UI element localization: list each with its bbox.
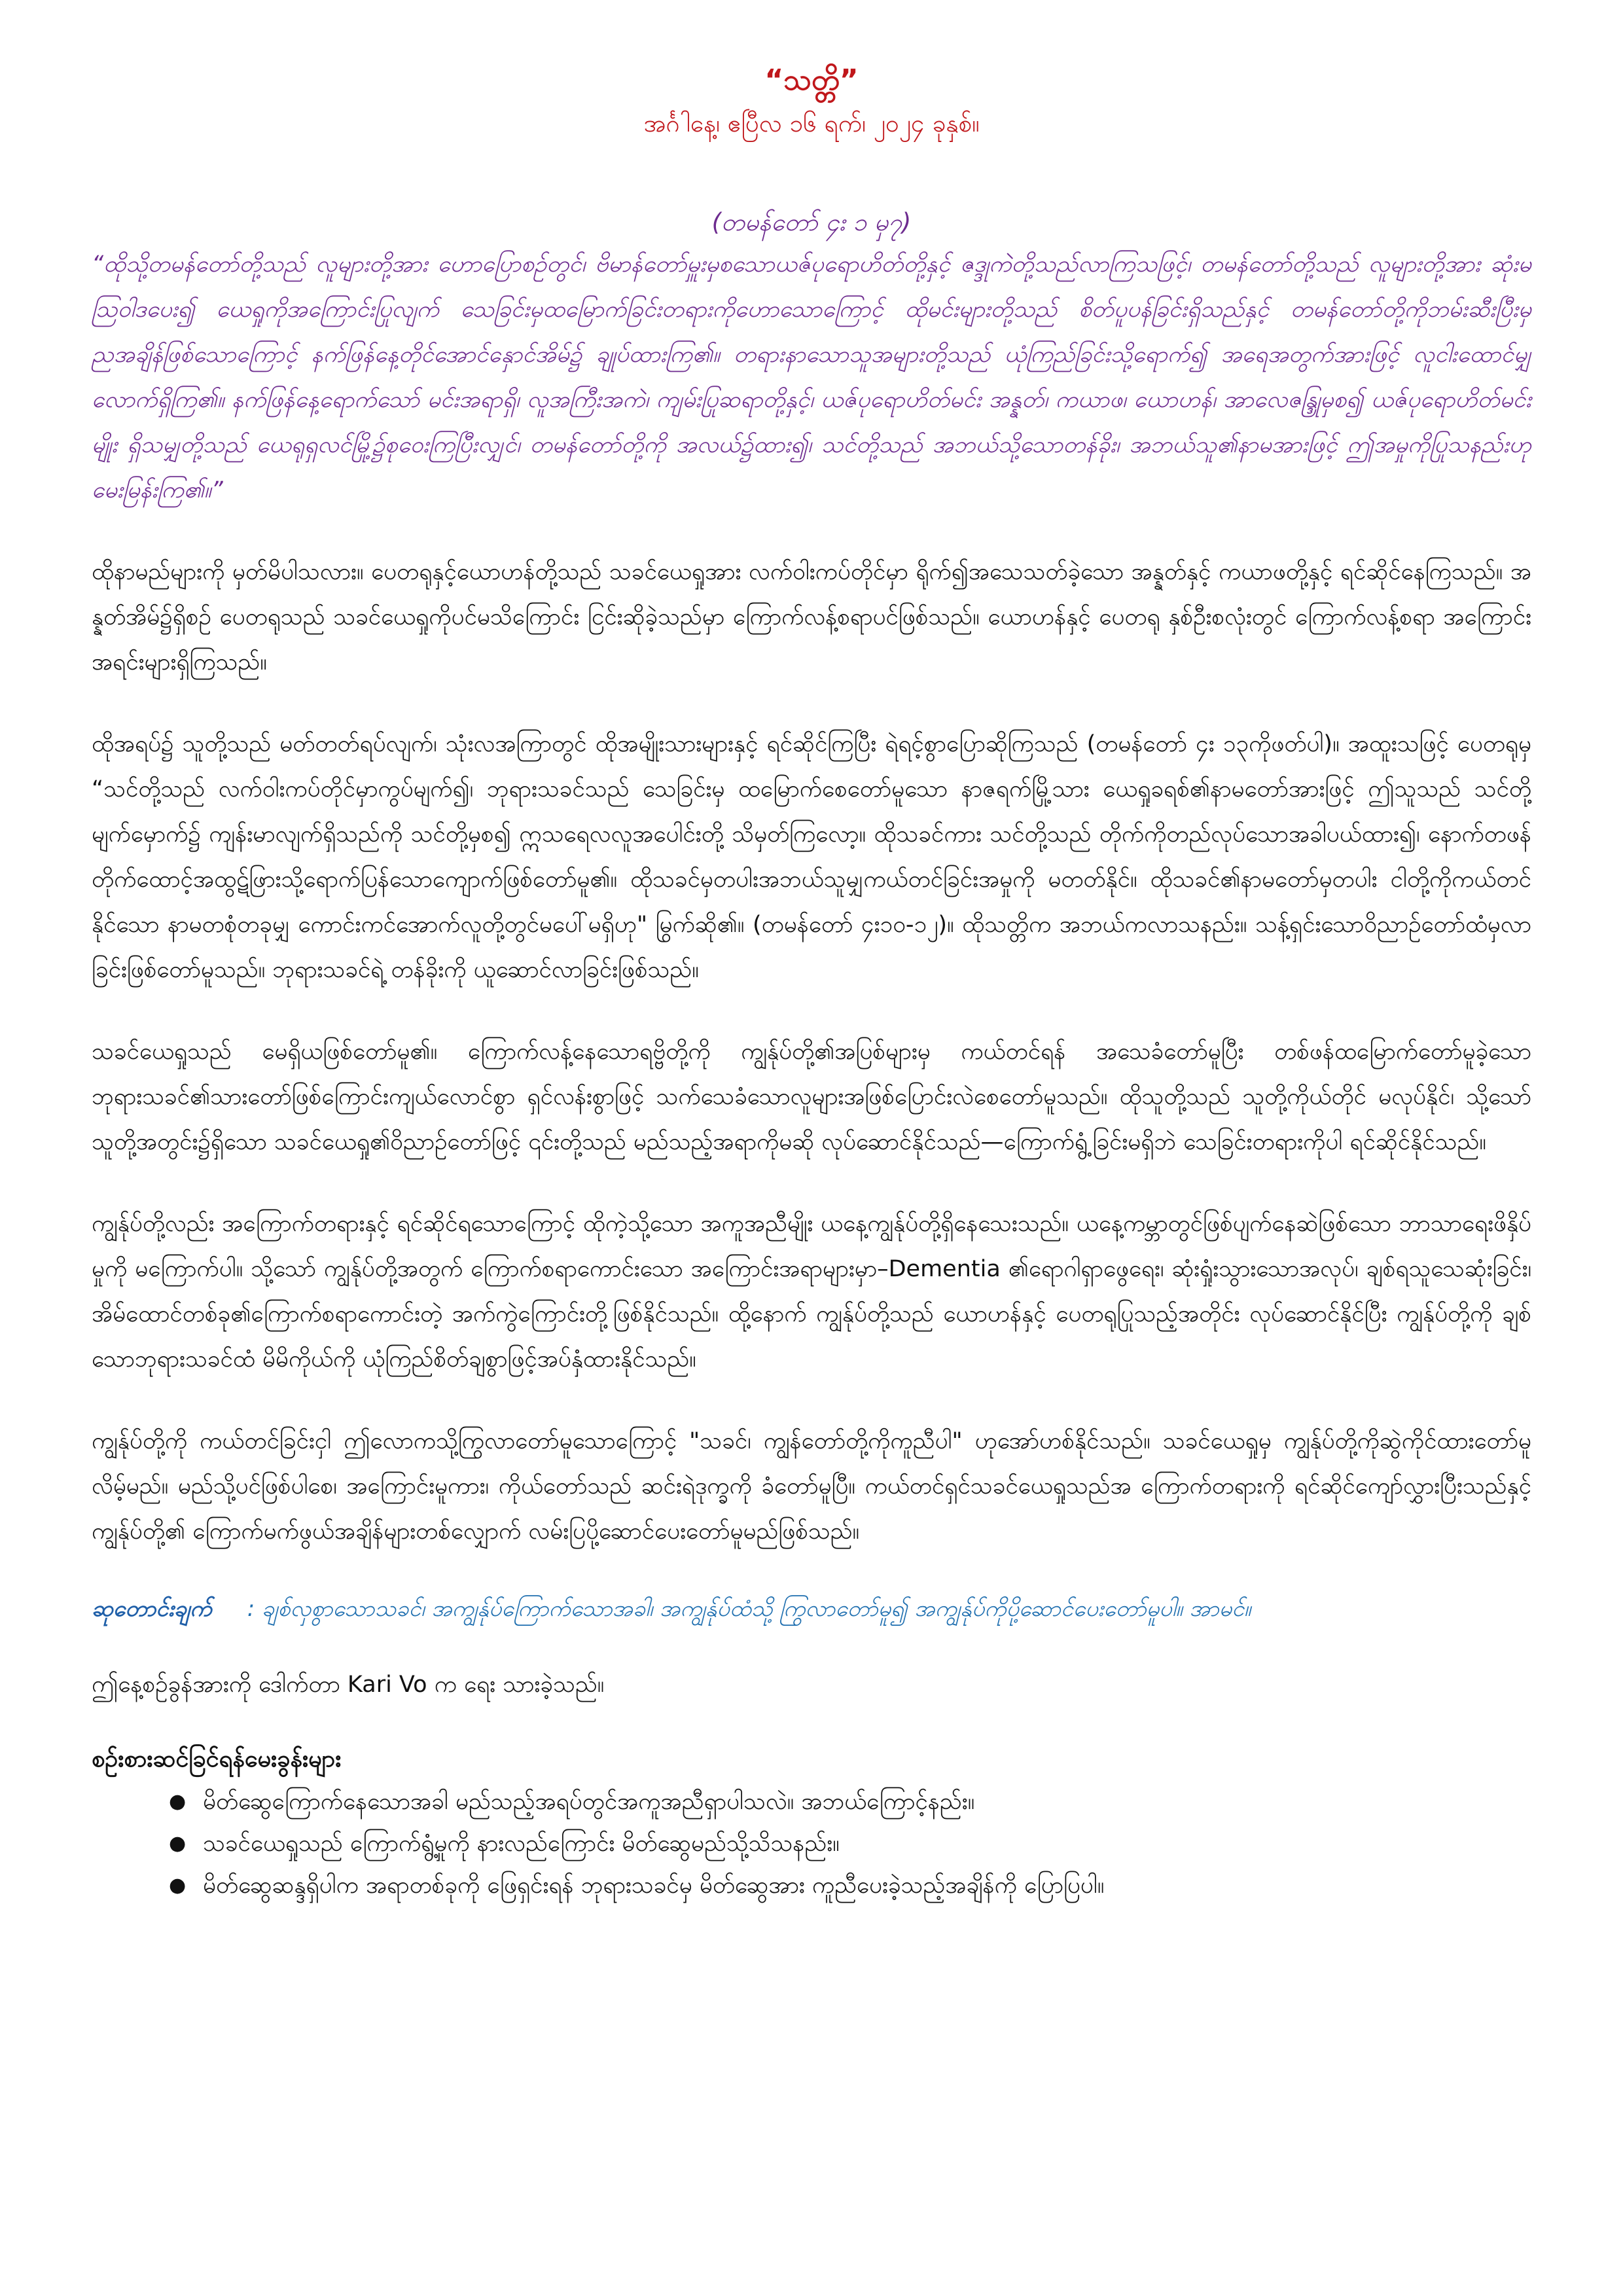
list-item xyxy=(169,1865,1531,1907)
prayer-label: ဆုတောင်းချက် xyxy=(92,1596,212,1622)
prayer-text: : ချစ်လှစွာသောသခင်၊ အကျွန်ုပ်ကြောက်သောအခါ၊ အကျွန်ုပ်ထံသို့ ကြွလာတော်မူ၍ အကျွန်ုပ်ကိုပို့ဆောင်ပေးတော်မူပါ။ အာမင်။ xyxy=(247,1596,1251,1622)
question-text: မိတ်ဆွေဆန္ဒရှိပါက အရာတစ်ခုကို ဖြေရှင်းရန် ဘုရားသခင်မှ မိတ်ဆွေအား ကူညီပေးခဲ့သည့်အချိန်ကို ပြောပြပါ။ xyxy=(203,1873,1105,1899)
bullet-icon: ● xyxy=(169,1832,187,1855)
questions-list xyxy=(92,1781,1531,1907)
paragraph-3: သခင်ယေရှုသည် မေရှိယဖြစ်တော်မူ၏။ ကြောက်လန့်နေသောရဗ္ဗိတို့ကို ကျွန်ုပ်တို့၏အပြစ်များမှ ကယ်တင်ရန် အသေခံတော်မူပြီး တစ်ဖန်ထမြောက်တော်မူခဲ့သော ဘုရားသခင်၏သားတော်ဖြစ်ကြောင်းကျယ်လောင်စွာ ရှင်လန်းစွာဖြင့် သက်သေခံသောလူများအဖြစ်ပြောင်းလဲစေတော်မူသည်။ ထိုသူတို့သည် သူတို့ကိုယ်တိုင် မလုပ်နိုင်၊ သို့သော် သူတို့အတွင်း၌ရှိသော သခင်ယေရှု၏ဝိညာဉ်တော်ဖြင့် ၎င်းတို့သည် မည်သည့်အရာကိုမဆို လုပ်ဆောင်နိုင်သည်—ကြောက်ရွံ့ခြင်းမရှိဘဲ သေခြင်းတရားကိုပါ ရင်ဆိုင်နိုင်သည်။ xyxy=(92,1039,1531,1155)
scripture-reference: (တမန်တော် ၄း ၁ မှ၇) xyxy=(711,208,912,236)
header xyxy=(92,59,1531,145)
paragraph-4: ကျွန်ုပ်တို့လည်း အကြောက်တရားနှင့် ရင်ဆိုင်ရသောကြောင့် ထိုကဲ့သို့သော အကူအညီမျိုး ယနေ့ကျွန်ုပ်တို့ရှိနေသေးသည်။ ယနေ့ကမ္ဘာတွင်ဖြစ်ပျက်နေဆဲဖြစ်သော ဘာသာရေးဖိနှိပ်မှုကို မကြောက်ပါ။ သို့သော် ကျွန်ုပ်တို့အတွက် ကြောက်စရာကောင်းသော အကြောင်းအရာများမှာ–Dementia ၏ရောဂါရှာဖွေရေး၊ ဆုံးရှုံးသွားသောအလုပ်၊ ချစ်ရသူသေဆုံးခြင်း၊ အိမ်ထောင်တစ်ခု၏ကြောက်စရာကောင်းတဲ့ အက်ကွဲကြောင်းတို့ဖြစ်နိုင်သည်။ ထို့နောက် ကျွန်ုပ်တို့သည် ယောဟန်နှင့် ပေတရုပြုသည့်အတိုင်း လုပ်ဆောင်နိုင်ပြီး ကျွန်ုပ်တို့ကို ချစ်သောဘုရားသခင်ထံ မိမိကိုယ်ကို ယုံကြည်စိတ်ချစွာဖြင့်အပ်နှံထားနိုင်သည်။ xyxy=(92,1211,1531,1372)
questions-heading: စဉ်းစားဆင်ခြင်ရန်မေးခွန်းများ xyxy=(92,1746,342,1772)
list-item xyxy=(169,1823,1531,1865)
list-item xyxy=(169,1781,1531,1823)
author-line: ဤနေ့စဉ်ခွန်အားကို ဒေါက်တာ Kari Vo က ရေး သားခဲ့သည်။ xyxy=(92,1672,605,1698)
question-text: မိတ်ဆွေကြောက်နေသောအခါ မည်သည့်အရပ်တွင်အကူအညီရှာပါသလဲ။ အဘယ်ကြောင့်နည်း။ xyxy=(203,1789,975,1815)
question-text: သခင်ယေရှုသည် ကြောက်ရွံ့မှုကို နားလည်ကြောင်း မိတ်ဆွေမည်သို့သိသနည်း။ xyxy=(203,1831,840,1857)
page-title: “သတ္တိ” xyxy=(764,63,859,97)
paragraph-2: ထိုအရပ်၌ သူတို့သည် မတ်တတ်ရပ်လျက်၊ သုံးလအကြာတွင် ထိုအမျိုးသားများနှင့် ရင်ဆိုင်ကြပြီး ရဲရင့်စွာပြောဆိုကြသည် (တမန်တော် ၄း ၁၃ကိုဖတ်ပါ)။ အထူးသဖြင့် ပေတရုမှ “သင်တို့သည် လက်ဝါးကပ်တိုင်မှာကွပ်မျက်၍၊ ဘုရားသခင်သည် သေခြင်းမှ ထမြောက်စေတော်မူသော နာဇရက်မြို့သား ယေရှုခရစ်၏နာမတော်အားဖြင့် ဤသူသည် သင်တို့မျက်မှောက်၌ ကျန်းမာလျက်ရှိသည်ကို သင်တို့မှစ၍ ဣသရေလလူအပေါင်းတို့ သိမှတ်ကြလော့။ ထိုသခင်ကား သင်တို့သည် တိုက်ကိုတည်လုပ်သောအခါပယ်ထား၍၊ နောက်တဖန် တိုက်ထောင့်အထွဋ်ဖြားသို့ရောက်ပြန်သောကျောက်ဖြစ်တော်မူ၏။ ထိုသခင်မှတပါးအဘယ်သူမျှကယ်တင်ခြင်းအမှုကို မတတ်နိုင်။ ထိုသခင်၏နာမတော်မှတပါး ငါတို့ကိုကယ်တင်နိုင်သော နာမတစုံတခုမျှ ကောင်းကင်အောက်လူတို့တွင်မပေါ်မရှိဟု" မြွက်ဆို၏။ (တမန်တော် ၄း၁၀-၁၂)။ ထိုသတ္တိက အဘယ်ကလာသနည်း။ သန့်ရှင်းသောဝိညာဉ်တော်ထံမှလာခြင်းဖြစ်တော်မူသည်။ ဘုရားသခင်ရဲ့ တန်ခိုးကို ယူဆောင်လာခြင်းဖြစ်သည်။ xyxy=(92,731,1531,983)
scripture-quote: “ထိုသို့တမန်တော်တို့သည် လူများတို့အား ဟောပြောစဉ်တွင်၊ ဗိမာန်တော်မှူးမှစသောယဇ်ပုရောဟိတ်တို့နှင့် ဇဒ္ဒုကဲတို့သည်လာကြသဖြင့်၊ တမန်တော်တို့သည် လူများတို့အား ဆုံးမသြဝါဒပေး၍ ယေရှုကိုအကြောင်းပြုလျက် သေခြင်းမှထမြောက်ခြင်းတရားကိုဟောသောကြောင့် ထိုမင်းများတို့သည် စိတ်ပူပန်ခြင်းရှိသည်နှင့် တမန်တော်တို့ကိုဘမ်းဆီးပြီးမှ ညအချိန်ဖြစ်သောကြောင့် နက်ဖြန်နေ့တိုင်အောင်နှောင်အိမ်၌ ချုပ်ထားကြ၏။ တရားနာသောသူအများတို့သည် ယုံကြည်ခြင်းသို့ရောက်၍ အရေအတွက်အားဖြင့် လူငါးထောင်မျှလောက်ရှိကြ၏။ နက်ဖြန်နေ့ရောက်သော် မင်းအရာရှိ၊ လူအကြီးအကဲ၊ ကျမ်းပြုဆရာတို့နှင့်၊ ယဇ်ပုရောဟိတ်မင်း အန္နတ်၊ ကယာဖ၊ ယောဟန်၊ အာလေဇန္ဒြုမှစ၍ ယဇ်ပုရောဟိတ်မင်းမျိုး ရှိသမျှတို့သည် ယေရုရှလင်မြို့၌စုဝေးကြပြီးလျှင်၊ တမန်တော်တို့ကို အလယ်၌ထား၍၊ သင်တို့သည် အဘယ်သို့သောတန်ခိုး၊ အဘယ်သူ၏နာမအားဖြင့် ဤအမှုကိုပြုသနည်းဟု မေးမြန်းကြ၏။” xyxy=(92,251,1531,503)
prayer xyxy=(92,1587,1531,1630)
bullet-icon: ● xyxy=(169,1874,187,1897)
devotional-body xyxy=(92,550,1531,1554)
date-line: အင်္ဂါနေ့၊ ဧပြီလ ၁၆ ရက်၊ ၂၀၂၄ ခုနှစ်။ xyxy=(643,109,980,137)
paragraph-5: ကျွန်ုပ်တို့ကို ကယ်တင်ခြင်းငှါ ဤလောကသို့ကြွလာတော်မူသောကြောင့် "သခင်၊ ကျွန်တော်တို့ကိုကူညီပါ" ဟုအော်ဟစ်နိုင်သည်။ သခင်ယေရှုမှ ကျွန်ုပ်တို့ကိုဆွဲကိုင်ထားတော်မူလိမ့်မည်။ မည်သို့ပင်ဖြစ်ပါစေ၊ အကြောင်းမူကား၊ ကိုယ်တော်သည် ဆင်းရဲဒုက္ခကို ခံတော်မူပြီ။ ကယ်တင်ရှင်သခင်ယေရှုသည်အ ကြောက်တရားကို ရင်ဆိုင်ကျော်လွှားပြီးသည်နှင့် ကျွန်ုပ်တို့၏ ကြောက်မက်ဖွယ်အချိန်များတစ်လျှောက် လမ်းပြပို့ဆောင်ပေးတော်မူမည်ဖြစ်သည်။ xyxy=(92,1428,1531,1545)
paragraph-1: ထိုနာမည်များကို မှတ်မိပါသလား။ ပေတရုနှင့်ယောဟန်တို့သည် သခင်ယေရှုအား လက်ဝါးကပ်တိုင်မှာ ရိုက်၍အသေသတ်ခဲ့သော အန္နတ်နှင့် ကယာဖတို့နှင့် ရင်ဆိုင်နေကြသည်။ အန္နတ်အိမ်၌ရှိစဉ် ပေတရုသည် သခင်ယေရှုကိုပင်မသိကြောင်း ငြင်းဆိုခဲ့သည်မှာ ကြောက်လန့်စရာပင်ဖြစ်သည်။ ယောဟန်နှင့် ပေတရု နှစ်ဦးစလုံးတွင် ကြောက်လန့်စရာ အကြောင်းအရင်းများရှိကြသည်။ xyxy=(92,559,1531,675)
bullet-icon: ● xyxy=(169,1790,187,1813)
